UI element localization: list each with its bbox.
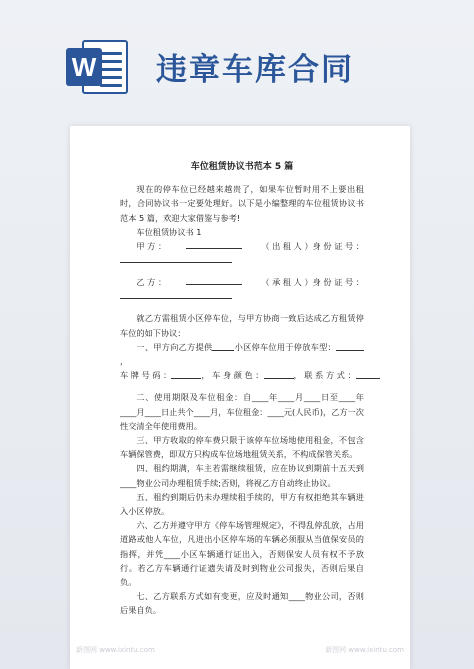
watermark-left: 新图网 www.ixintu.com [76,646,155,654]
document-title: 车位租赁协议书范本 5 篇 [190,162,294,172]
party-b-row [120,275,364,289]
document-paper [70,126,410,669]
clause-2: 二、使用期限及车位租金：自____年____月____日至____年____月____日止共个____月，车位租金：____元(人民币)，乙方一次性交清全年使用费用。 [120,392,364,431]
intro-paragraph: 现在的停车位已经越来越贵了，如果车位暂时用不上要出租时，合同协议书一定要处理好。以下是小编整理的车位租赁协议书范本 5 篇，欢迎大家借鉴与参考! [120,184,364,223]
word-document-icon [66,38,130,96]
page-title: 违章车库合同 [156,52,354,88]
party-b-id-blank [120,289,232,299]
clause-5: 五、租约到期后仍未办理续租手续的，甲方有权拒绝其车辆进入小区停放。 [120,491,364,517]
clause-1-vehicle: 车 牌 号 码 ： ， 车 身 颜 色 ： ， 联 系 方 式 ： [120,368,364,382]
party-a-name-blank [186,239,242,249]
clause-7: 七、乙方联系方式如有变更，应及时通知____物业公司，否则后果自负。 [120,591,364,616]
clause-6: 六、乙方并遵守甲方《停车场管理规定》，不得乱停乱放，占用道路或他人车位，凡进出小区停车场的车辆必须服从当值保安员的指挥，并凭____小区车辆通行证出入，否则保安人员有权不予放行。若乙方车辆通行证遗失请及时到物业公司报失，否则后果自负。 [120,520,364,588]
watermark-right: 新图网 www.ixintu.com [325,646,404,654]
agreement-subtitle: 车位租赁协议书 1 [136,226,202,237]
party-a-row [120,239,364,253]
clause-4: 四、租约期满，车主若需继续租赁，应在协议到期前十五天到____物业公司办理租赁手续;否则，将视乙方自动终止协议。 [120,463,364,488]
party-a-id-blank [120,253,232,263]
header [0,0,474,120]
party-b-role: （ 承 租 人 ）身 份 证 号 ： [261,277,364,288]
clause-1: 一、甲方向乙方提供 小区停车位用于停放车型：， [120,340,364,368]
clause-preamble: 就乙方需租赁小区停车位，与甲方协商一致后达成乙方租赁停车位的如下协议： [120,313,364,338]
word-badge: W [66,48,102,86]
document-content [120,160,364,618]
clause-3: 三、甲方收取的停车费只限于该停车位场地使用租金，不包含车辆保管费，即双方只构成车位场地租赁关系，不构成保管关系。 [120,435,364,460]
party-b-label: 乙 方 ： [136,277,167,288]
party-a-role: （ 出 租 人 ）身 份 证 号 ： [261,241,364,252]
party-b-name-blank [186,275,242,285]
party-a-label: 甲 方 ： [136,241,167,252]
